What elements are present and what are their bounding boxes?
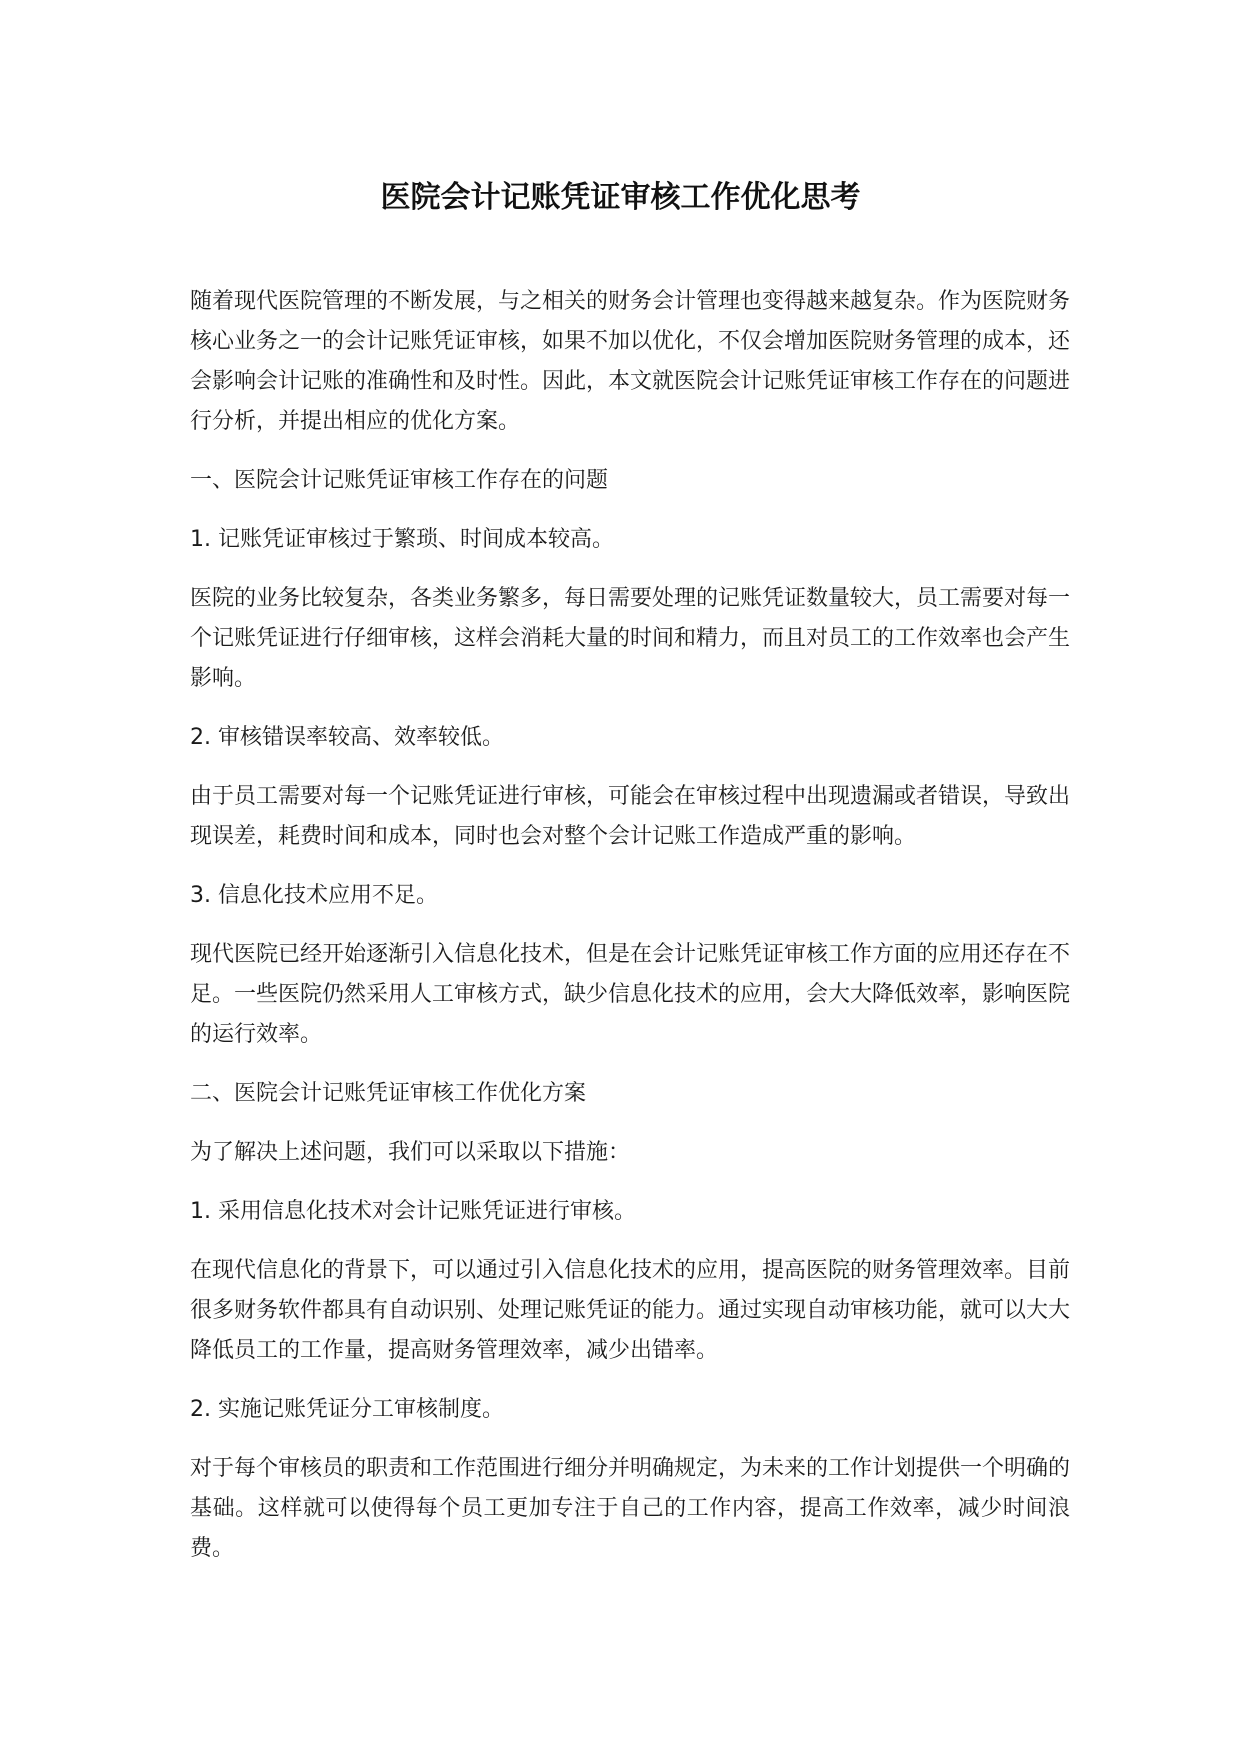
problem-1-paragraph: 医院的业务比较复杂，各类业务繁多，每日需要处理的记账凭证数量较大，员工需要对每一个记账凭证进行仔细审核，这样会消耗大量的时间和精力，而且对员工的工作效率也会产生影响。 [190, 586, 1071, 691]
document-body [190, 282, 1070, 1588]
solution-1-paragraph: 在现代信息化的背景下，可以通过引入信息化技术的应用，提高医院的财务管理效率。目前很多财务软件都具有自动识别、处理记账凭证的能力。通过实现自动审核功能，就可以大大降低员工的工作量，提高财务管理效率，减少出错率。 [190, 1258, 1071, 1363]
section-heading-solutions: 二、医院会计记账凭证审核工作优化方案 [190, 1081, 587, 1106]
problem-3-paragraph: 现代医院已经开始逐渐引入信息化技术，但是在会计记账凭证审核工作方面的应用还存在不足。一些医院仍然采用人工审核方式，缺少信息化技术的应用，会大大降低效率，影响医院的运行效率。 [190, 942, 1071, 1047]
page-title: 医院会计记账凭证审核工作优化思考 [380, 180, 861, 215]
problem-2-paragraph: 由于员工需要对每一个记账凭证进行审核，可能会在审核过程中出现遗漏或者错误，导致出现误差，耗费时间和成本，同时也会对整个会计记账工作造成严重的影响。 [190, 784, 1071, 849]
section-heading-problems: 一、医院会计记账凭证审核工作存在的问题 [190, 468, 609, 493]
solutions-intro-paragraph: 为了解决上述问题，我们可以采取以下措施： [190, 1140, 631, 1165]
intro-paragraph: 随着现代医院管理的不断发展，与之相关的财务会计管理也变得越来越复杂。作为医院财务核心业务之一的会计记账凭证审核，如果不加以优化，不仅会增加医院财务管理的成本，还会影响会计记账的准确性和及时性。因此，本文就医院会计记账凭证审核工作存在的问题进行分析，并提出相应的优化方案。 [190, 289, 1071, 434]
solution-2-heading: 2. 实施记账凭证分工审核制度。 [190, 1397, 504, 1422]
solution-2-paragraph: 对于每个审核员的职责和工作范围进行细分并明确规定，为未来的工作计划提供一个明确的基础。这样就可以使得每个员工更加专注于自己的工作内容，提高工作效率，减少时间浪费。 [190, 1456, 1071, 1561]
solution-1-heading: 1. 采用信息化技术对会计记账凭证进行审核。 [190, 1199, 636, 1224]
problem-3-heading: 3. 信息化技术应用不足。 [190, 883, 438, 908]
problem-1-heading: 1. 记账凭证审核过于繁琐、时间成本较高。 [190, 527, 614, 552]
problem-2-heading: 2. 审核错误率较高、效率较低。 [190, 725, 504, 750]
